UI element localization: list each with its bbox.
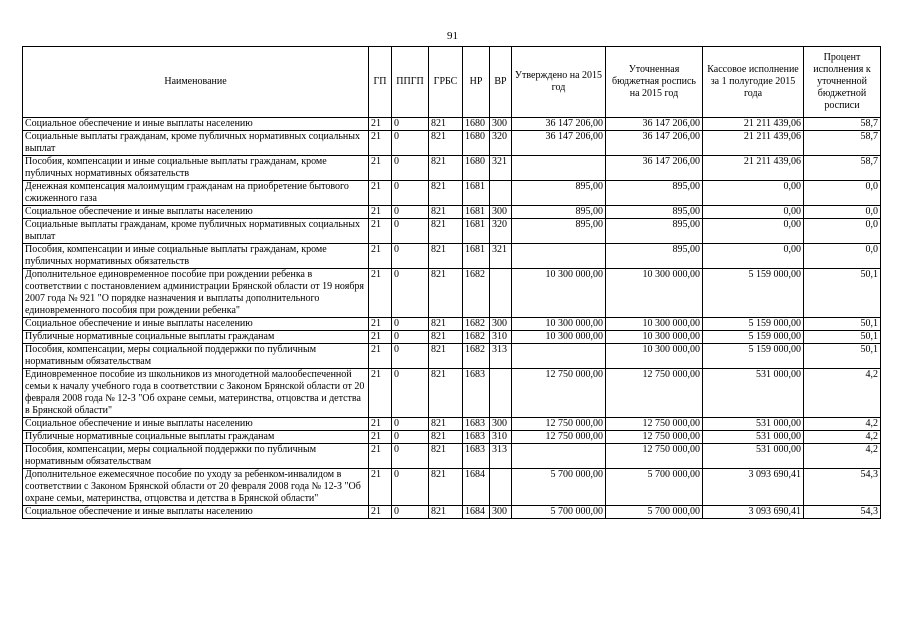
cell-refined: 12 750 000,00 (606, 369, 703, 418)
table-row (23, 431, 881, 444)
cell-approved: 36 147 206,00 (512, 118, 606, 131)
cell-percent: 0,0 (804, 219, 881, 244)
cell-vr: 321 (490, 156, 512, 181)
budget-table (22, 46, 881, 519)
cell-cash: 5 159 000,00 (703, 269, 804, 318)
table-row (23, 219, 881, 244)
cell-approved: 10 300 000,00 (512, 269, 606, 318)
cell-vr: 300 (490, 206, 512, 219)
cell-vr: 310 (490, 431, 512, 444)
cell-refined: 10 300 000,00 (606, 331, 703, 344)
cell-refined: 12 750 000,00 (606, 431, 703, 444)
cell-vr: 313 (490, 444, 512, 469)
table-header-row (23, 47, 881, 118)
cell-gp: 21 (369, 269, 392, 318)
cell-name: Публичные нормативные социальные выплаты гражданам (23, 431, 369, 444)
cell-grbs: 821 (429, 244, 463, 269)
cell-name: Социальное обеспечение и иные выплаты населению (23, 318, 369, 331)
header-cash: Кассовое исполнение за 1 полугодие 2015 года (703, 47, 804, 118)
cell-gp: 21 (369, 418, 392, 431)
cell-name: Пособия, компенсации, меры социальной поддержки по публичным нормативным обязательствам (23, 344, 369, 369)
cell-name: Пособия, компенсации и иные социальные выплаты гражданам, кроме публичных нормативных обязательств (23, 244, 369, 269)
cell-np: 1682 (463, 344, 490, 369)
cell-refined: 5 700 000,00 (606, 506, 703, 519)
cell-grbs: 821 (429, 444, 463, 469)
cell-grbs: 821 (429, 206, 463, 219)
cell-name: Социальное обеспечение и иные выплаты населению (23, 118, 369, 131)
cell-ppgp: 0 (392, 344, 429, 369)
cell-cash: 3 093 690,41 (703, 469, 804, 506)
cell-ppgp: 0 (392, 219, 429, 244)
cell-cash: 0,00 (703, 244, 804, 269)
cell-cash: 21 211 439,06 (703, 131, 804, 156)
cell-vr (490, 469, 512, 506)
cell-vr: 300 (490, 418, 512, 431)
cell-approved: 12 750 000,00 (512, 431, 606, 444)
cell-percent: 50,1 (804, 344, 881, 369)
cell-cash: 21 211 439,06 (703, 156, 804, 181)
cell-approved: 895,00 (512, 181, 606, 206)
cell-approved: 10 300 000,00 (512, 331, 606, 344)
cell-ppgp: 0 (392, 469, 429, 506)
cell-approved: 10 300 000,00 (512, 318, 606, 331)
cell-ppgp: 0 (392, 418, 429, 431)
table-row (23, 269, 881, 318)
cell-ppgp: 0 (392, 244, 429, 269)
cell-name: Социальное обеспечение и иные выплаты населению (23, 506, 369, 519)
cell-grbs: 821 (429, 269, 463, 318)
cell-approved: 5 700 000,00 (512, 469, 606, 506)
table-row (23, 418, 881, 431)
cell-np: 1684 (463, 506, 490, 519)
cell-vr (490, 369, 512, 418)
cell-np: 1681 (463, 206, 490, 219)
cell-grbs: 821 (429, 418, 463, 431)
cell-percent: 4,2 (804, 418, 881, 431)
cell-np: 1680 (463, 118, 490, 131)
cell-refined: 12 750 000,00 (606, 418, 703, 431)
table-row (23, 156, 881, 181)
cell-vr: 320 (490, 219, 512, 244)
cell-refined: 895,00 (606, 206, 703, 219)
cell-vr: 320 (490, 131, 512, 156)
table-row (23, 331, 881, 344)
cell-np: 1682 (463, 331, 490, 344)
header-refined: Уточненная бюджетная роспись на 2015 год (606, 47, 703, 118)
cell-refined: 895,00 (606, 219, 703, 244)
cell-ppgp: 0 (392, 369, 429, 418)
cell-cash: 3 093 690,41 (703, 506, 804, 519)
cell-name: Публичные нормативные социальные выплаты гражданам (23, 331, 369, 344)
cell-cash: 5 159 000,00 (703, 344, 804, 369)
cell-np: 1683 (463, 431, 490, 444)
cell-vr: 300 (490, 318, 512, 331)
cell-ppgp: 0 (392, 131, 429, 156)
cell-vr: 321 (490, 244, 512, 269)
table-row (23, 244, 881, 269)
cell-ppgp: 0 (392, 118, 429, 131)
cell-vr: 300 (490, 506, 512, 519)
header-name: Наименование (23, 47, 369, 118)
cell-vr (490, 181, 512, 206)
cell-approved (512, 244, 606, 269)
cell-name: Социальные выплаты гражданам, кроме публичных нормативных социальных выплат (23, 131, 369, 156)
cell-ppgp: 0 (392, 156, 429, 181)
cell-gp: 21 (369, 206, 392, 219)
cell-refined: 5 700 000,00 (606, 469, 703, 506)
cell-vr (490, 269, 512, 318)
cell-approved: 12 750 000,00 (512, 369, 606, 418)
table-row (23, 506, 881, 519)
cell-np: 1682 (463, 269, 490, 318)
cell-np: 1683 (463, 418, 490, 431)
cell-refined: 10 300 000,00 (606, 269, 703, 318)
cell-np: 1681 (463, 181, 490, 206)
cell-name: Пособия, компенсации и иные социальные выплаты гражданам, кроме публичных нормативных обязательств (23, 156, 369, 181)
cell-grbs: 821 (429, 331, 463, 344)
cell-approved: 5 700 000,00 (512, 506, 606, 519)
cell-percent: 4,2 (804, 431, 881, 444)
table-row (23, 444, 881, 469)
cell-cash: 0,00 (703, 219, 804, 244)
cell-cash: 531 000,00 (703, 369, 804, 418)
cell-cash: 531 000,00 (703, 431, 804, 444)
cell-np: 1681 (463, 219, 490, 244)
cell-ppgp: 0 (392, 206, 429, 219)
cell-percent: 50,1 (804, 269, 881, 318)
cell-ppgp: 0 (392, 269, 429, 318)
header-grbs: ГРБС (429, 47, 463, 118)
cell-approved: 895,00 (512, 219, 606, 244)
table-row (23, 469, 881, 506)
table-row (23, 131, 881, 156)
cell-percent: 54,3 (804, 469, 881, 506)
table-row (23, 206, 881, 219)
table-row (23, 181, 881, 206)
cell-name: Социальное обеспечение и иные выплаты населению (23, 206, 369, 219)
cell-percent: 58,7 (804, 131, 881, 156)
cell-gp: 21 (369, 444, 392, 469)
cell-refined: 895,00 (606, 181, 703, 206)
cell-name: Денежная компенсация малоимущим гражданам на приобретение бытового сжиженного газа (23, 181, 369, 206)
cell-percent: 0,0 (804, 244, 881, 269)
cell-gp: 21 (369, 344, 392, 369)
cell-name: Пособия, компенсации, меры социальной поддержки по публичным нормативным обязательствам (23, 444, 369, 469)
table-row (23, 318, 881, 331)
table-body (23, 118, 881, 519)
cell-gp: 21 (369, 244, 392, 269)
cell-name: Социальное обеспечение и иные выплаты населению (23, 418, 369, 431)
cell-np: 1681 (463, 244, 490, 269)
page-number: 91 (447, 30, 458, 42)
cell-refined: 36 147 206,00 (606, 131, 703, 156)
cell-approved: 895,00 (512, 206, 606, 219)
cell-ppgp: 0 (392, 431, 429, 444)
header-vr: ВР (490, 47, 512, 118)
header-np: НР (463, 47, 490, 118)
cell-gp: 21 (369, 506, 392, 519)
cell-gp: 21 (369, 369, 392, 418)
cell-percent: 0,0 (804, 206, 881, 219)
cell-ppgp: 0 (392, 331, 429, 344)
cell-refined: 12 750 000,00 (606, 444, 703, 469)
cell-np: 1683 (463, 444, 490, 469)
cell-gp: 21 (369, 219, 392, 244)
cell-np: 1680 (463, 156, 490, 181)
cell-refined: 10 300 000,00 (606, 318, 703, 331)
cell-grbs: 821 (429, 131, 463, 156)
cell-percent: 54,3 (804, 506, 881, 519)
cell-cash: 5 159 000,00 (703, 318, 804, 331)
cell-grbs: 821 (429, 506, 463, 519)
cell-cash: 531 000,00 (703, 418, 804, 431)
cell-percent: 50,1 (804, 318, 881, 331)
cell-percent: 58,7 (804, 118, 881, 131)
cell-grbs: 821 (429, 118, 463, 131)
header-ppgp: ППГП (392, 47, 429, 118)
cell-approved (512, 156, 606, 181)
cell-np: 1683 (463, 369, 490, 418)
cell-grbs: 821 (429, 369, 463, 418)
cell-gp: 21 (369, 181, 392, 206)
cell-gp: 21 (369, 118, 392, 131)
cell-approved: 12 750 000,00 (512, 418, 606, 431)
cell-ppgp: 0 (392, 444, 429, 469)
cell-approved: 36 147 206,00 (512, 131, 606, 156)
cell-refined: 36 147 206,00 (606, 156, 703, 181)
cell-cash: 0,00 (703, 206, 804, 219)
cell-approved (512, 444, 606, 469)
cell-percent: 50,1 (804, 331, 881, 344)
cell-grbs: 821 (429, 181, 463, 206)
cell-vr: 310 (490, 331, 512, 344)
cell-cash: 5 159 000,00 (703, 331, 804, 344)
cell-np: 1680 (463, 131, 490, 156)
cell-gp: 21 (369, 318, 392, 331)
cell-gp: 21 (369, 469, 392, 506)
cell-gp: 21 (369, 156, 392, 181)
table-row (23, 369, 881, 418)
cell-refined: 895,00 (606, 244, 703, 269)
cell-grbs: 821 (429, 318, 463, 331)
header-gp: ГП (369, 47, 392, 118)
table-row (23, 344, 881, 369)
cell-cash: 0,00 (703, 181, 804, 206)
table-row (23, 118, 881, 131)
cell-ppgp: 0 (392, 181, 429, 206)
cell-approved (512, 344, 606, 369)
header-approved: Утверждено на 2015 год (512, 47, 606, 118)
cell-name: Дополнительное единовременное пособие при рождении ребенка в соответствии с постановлением администрации Брянской области от 19 ноября 2007 года № 921 "О порядке назначения и выплаты дополнительного единовременного пособия при рождении ребенка" (23, 269, 369, 318)
cell-vr: 300 (490, 118, 512, 131)
cell-gp: 21 (369, 131, 392, 156)
cell-percent: 4,2 (804, 369, 881, 418)
cell-grbs: 821 (429, 219, 463, 244)
cell-grbs: 821 (429, 156, 463, 181)
cell-name: Дополнительное ежемесячное пособие по уходу за ребенком-инвалидом в соответствии с Законом Брянской области от 20 февраля 2008 года № 12-З "Об охране семьи, материнства, отцовства и детства в Брянской области" (23, 469, 369, 506)
cell-grbs: 821 (429, 431, 463, 444)
cell-vr: 313 (490, 344, 512, 369)
cell-np: 1682 (463, 318, 490, 331)
cell-gp: 21 (369, 331, 392, 344)
cell-name: Социальные выплаты гражданам, кроме публичных нормативных социальных выплат (23, 219, 369, 244)
cell-name: Единовременное пособие из школьников из многодетной малообеспеченной семьи к началу учебного года в соответствии с Законом Брянской области от 20 февраля 2008 года № 12-З "Об охране семьи, материнства, отцовства и детства в Брянской области" (23, 369, 369, 418)
cell-percent: 4,2 (804, 444, 881, 469)
cell-grbs: 821 (429, 344, 463, 369)
header-percent: Процент исполнения к уточненной бюджетной росписи (804, 47, 881, 118)
cell-percent: 0,0 (804, 181, 881, 206)
cell-grbs: 821 (429, 469, 463, 506)
cell-ppgp: 0 (392, 318, 429, 331)
cell-refined: 36 147 206,00 (606, 118, 703, 131)
cell-cash: 21 211 439,06 (703, 118, 804, 131)
cell-np: 1684 (463, 469, 490, 506)
cell-ppgp: 0 (392, 506, 429, 519)
cell-refined: 10 300 000,00 (606, 344, 703, 369)
cell-percent: 58,7 (804, 156, 881, 181)
cell-cash: 531 000,00 (703, 444, 804, 469)
cell-gp: 21 (369, 431, 392, 444)
